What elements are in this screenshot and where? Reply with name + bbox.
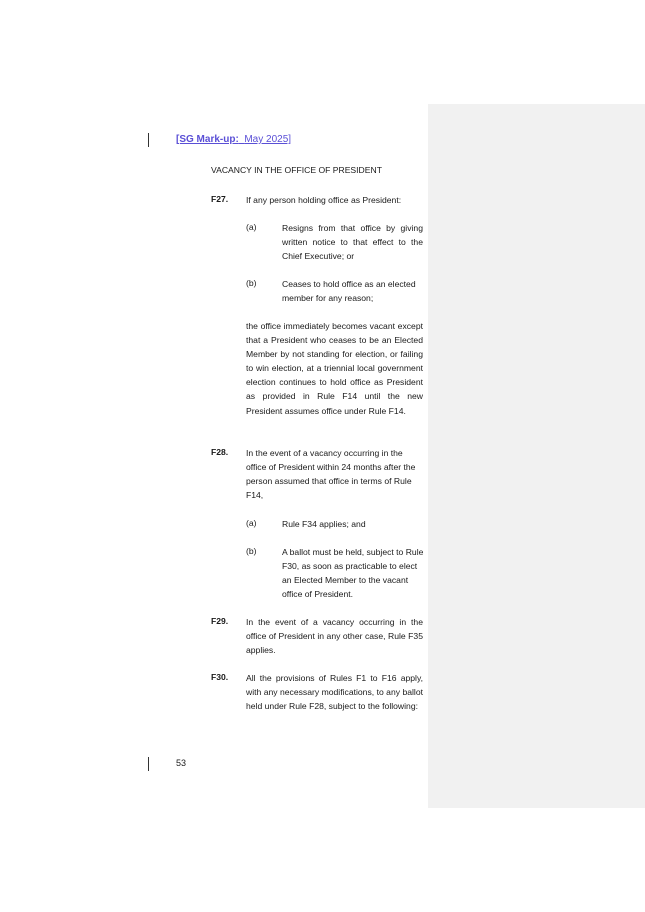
rule-f27-item-b-text: Ceases to hold office as an elected member for any reason; <box>282 279 416 304</box>
change-bar <box>148 133 149 147</box>
rule-number-f27: F27. <box>211 194 229 204</box>
comment-pane <box>428 104 645 808</box>
rule-f27-intro: If any person holding office as President: <box>246 195 402 205</box>
markup-tag <box>176 134 291 145</box>
rule-f28-item-b-letter: (b) <box>246 546 257 556</box>
rule-f27-item-a-text: Resigns from that office by giving written notice to that effect to the Chief Executive; or <box>282 223 423 262</box>
section-heading: VACANCY IN THE OFFICE OF PRESIDENT <box>211 165 382 175</box>
rule-f27-item-a-letter: (a) <box>246 222 257 232</box>
rule-number-f29: F29. <box>211 616 229 626</box>
rule-f28-intro: In the event of a vacancy occurring in the office of President within 24 months after the person assumed that office in terms of Rule F14, <box>246 448 416 501</box>
rule-f28-item-a-text: Rule F34 applies; and <box>282 519 366 529</box>
markup-label: [SG Mark-up: <box>176 134 239 145</box>
rule-f30-text: All the provisions of Rules F1 to F16 apply, with any necessary modifications, to any ballot held under Rule F28, subject to the following: <box>246 673 423 712</box>
rule-number-f30: F30. <box>211 672 229 682</box>
markup-date: May 2025] <box>244 134 292 145</box>
rule-f27-item-b-letter: (b) <box>246 278 257 288</box>
rule-f29-text: In the event of a vacancy occurring in the office of President in any other case, Rule F35 applies. <box>246 617 423 656</box>
rule-f28-item-b-text: A ballot must be held, subject to Rule F30, as soon as practicable to elect an Elected Member to the vacant office of President. <box>282 547 424 600</box>
page-number: 53 <box>176 758 187 768</box>
rule-number-f28: F28. <box>211 447 229 457</box>
change-bar <box>148 757 149 771</box>
rule-f28-item-a-letter: (a) <box>246 518 257 528</box>
rule-f27-closing: the office immediately becomes vacant except that a President who ceases to be an Elected Member by not standing for election, or failing to win election, at a triennial local government election continues to hold office as President as provided in Rule F14 until the new President assumes office under Rule F14. <box>246 321 423 416</box>
